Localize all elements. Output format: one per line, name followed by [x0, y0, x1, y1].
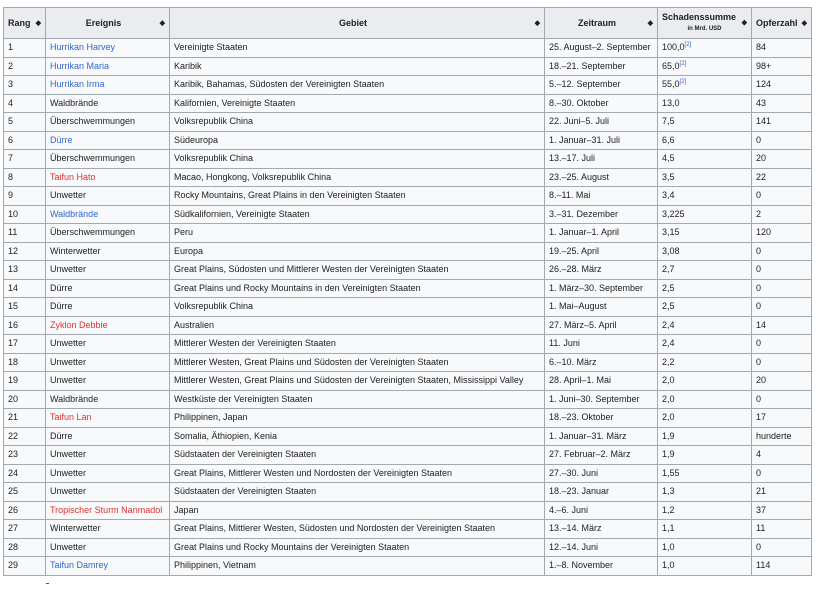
cell-zeitraum: 18.–23. Januar	[545, 483, 658, 502]
cell-zeitraum: 1. März–30. September	[545, 279, 658, 298]
sort-arrows-icon[interactable]: ◆	[35, 20, 41, 27]
cell-opferzahl: 0	[752, 335, 812, 354]
table-row	[4, 316, 812, 335]
cell-ereignis[interactable]	[46, 409, 170, 428]
cell-rang: 26	[4, 501, 46, 520]
damage-value: 3,15	[662, 227, 680, 237]
damage-value: 2,5	[662, 301, 675, 311]
cell-schadenssumme	[658, 335, 752, 354]
header-opferzahl[interactable]	[752, 8, 812, 39]
cell-ereignis	[46, 483, 170, 502]
cell-opferzahl: 0	[752, 261, 812, 280]
cell-rang: 27	[4, 520, 46, 539]
cell-zeitraum: 13.–17. Juli	[545, 150, 658, 169]
table-row	[4, 464, 812, 483]
cell-rang: 2	[4, 57, 46, 76]
cell-schadenssumme	[658, 205, 752, 224]
cell-rang: 18	[4, 353, 46, 372]
cell-schadenssumme	[658, 409, 752, 428]
damage-value: 4,5	[662, 153, 675, 163]
cell-schadenssumme	[658, 353, 752, 372]
table-row	[4, 501, 812, 520]
table-row	[4, 520, 812, 539]
event-link[interactable]: Hurrikan Irma	[50, 79, 105, 89]
cell-gebiet: Südstaaten der Vereinigten Staaten	[170, 446, 545, 465]
cell-gebiet: Volksrepublik China	[170, 298, 545, 317]
table-row	[4, 57, 812, 76]
cell-gebiet: Vereinigte Staaten	[170, 39, 545, 58]
cell-rang: 10	[4, 205, 46, 224]
cell-ereignis	[46, 427, 170, 446]
cell-schadenssumme	[658, 113, 752, 132]
damage-value: 2,0	[662, 393, 675, 404]
cell-ereignis	[46, 113, 170, 132]
cell-schadenssumme	[658, 372, 752, 391]
cell-opferzahl: 14	[752, 316, 812, 335]
table-header-row	[4, 8, 812, 39]
event-link[interactable]: Hurrikan Harvey	[50, 42, 116, 52]
cell-opferzahl: 2	[752, 205, 812, 224]
cell-schadenssumme	[658, 187, 752, 206]
cell-zeitraum: 12.–14. Juni	[545, 538, 658, 557]
cell-gebiet: Westküste der Vereinigten Staaten	[170, 390, 545, 409]
damage-value: 3,08	[662, 245, 680, 256]
event-name: Unwetter	[50, 338, 87, 348]
footnote-divider	[46, 583, 49, 586]
cell-gebiet: Macao, Hongkong, Volksrepublik China	[170, 168, 545, 187]
damage-value: 1,0	[662, 541, 675, 552]
cell-opferzahl: 0	[752, 298, 812, 317]
cell-rang: 14	[4, 279, 46, 298]
damage-value: 1,9	[662, 430, 675, 441]
table-row	[4, 335, 812, 354]
cell-opferzahl: 0	[752, 279, 812, 298]
cell-ereignis	[46, 242, 170, 261]
event-name: Unwetter	[50, 375, 87, 385]
cell-gebiet: Rocky Mountains, Great Plains in den Vereinigten Staaten	[170, 187, 545, 206]
event-name: Überschwemmungen	[50, 116, 136, 126]
cell-ereignis	[46, 464, 170, 483]
damage-value: 3,4	[662, 190, 675, 200]
cell-ereignis	[46, 187, 170, 206]
reference-link[interactable]: [2]	[684, 42, 692, 48]
cell-zeitraum: 6.–10. März	[545, 353, 658, 372]
cell-opferzahl: 0	[752, 187, 812, 206]
cell-schadenssumme	[658, 168, 752, 187]
cell-gebiet: Philippinen, Japan	[170, 409, 545, 428]
damage-value: 2,5	[662, 282, 675, 293]
cell-ereignis	[46, 446, 170, 465]
cell-zeitraum: 25. August–2. September	[545, 39, 658, 58]
table-row	[4, 205, 812, 224]
event-name: Dürre	[50, 430, 73, 441]
cell-schadenssumme	[658, 298, 752, 317]
sort-arrows-icon[interactable]: ◆	[741, 19, 747, 27]
cell-zeitraum: 18.–21. September	[545, 57, 658, 76]
cell-ereignis[interactable]	[46, 205, 170, 224]
cell-ereignis	[46, 94, 170, 113]
cell-gebiet: Mittlerer Westen, Great Plains und Südosten der Vereinigten Staaten, Mississippi Valley	[170, 372, 545, 391]
cell-gebiet: Great Plains, Mittlerer Westen und Nordosten der Vereinigten Staaten	[170, 464, 545, 483]
damage-value: 7,5	[662, 116, 675, 126]
table-row	[4, 168, 812, 187]
cell-schadenssumme	[658, 261, 752, 280]
sort-arrows-icon[interactable]: ◆	[801, 20, 807, 27]
event-link[interactable]: Dürre	[50, 134, 73, 145]
header-schadenssumme-unit: in Mrd. USD	[687, 25, 722, 32]
cell-opferzahl: 43	[752, 94, 812, 113]
cell-zeitraum: 22. Juni–5. Juli	[545, 113, 658, 132]
cell-zeitraum: 3.–31. Dezember	[545, 205, 658, 224]
cell-opferzahl: 0	[752, 353, 812, 372]
cell-schadenssumme	[658, 131, 752, 150]
cell-opferzahl: hunderte	[752, 427, 812, 446]
cell-rang: 13	[4, 261, 46, 280]
cell-opferzahl: 0	[752, 464, 812, 483]
cell-schadenssumme	[658, 446, 752, 465]
table-row	[4, 372, 812, 391]
cell-rang: 4	[4, 94, 46, 113]
event-link[interactable]: Taifun Lan	[50, 412, 92, 422]
cell-gebiet: Australien	[170, 316, 545, 335]
event-link[interactable]: Zyklon Debbie	[50, 319, 108, 330]
cell-ereignis	[46, 335, 170, 354]
cell-gebiet: Europa	[170, 242, 545, 261]
table-row	[4, 150, 812, 169]
cell-opferzahl: 11	[752, 520, 812, 539]
cell-opferzahl: 0	[752, 242, 812, 261]
cell-opferzahl: 84	[752, 39, 812, 58]
cell-ereignis	[46, 224, 170, 243]
cell-ereignis[interactable]	[46, 557, 170, 576]
damage-value: 13,0	[662, 97, 680, 108]
damage-value: 2,7	[662, 264, 675, 274]
cell-rang: 15	[4, 298, 46, 317]
cell-zeitraum: 19.–25. April	[545, 242, 658, 261]
cell-rang: 28	[4, 538, 46, 557]
damage-value: 100,0	[662, 42, 685, 52]
cell-schadenssumme	[658, 557, 752, 576]
cell-ereignis	[46, 520, 170, 539]
cell-rang: 11	[4, 224, 46, 243]
cell-rang: 20	[4, 390, 46, 409]
table-row	[4, 446, 812, 465]
damage-value: 65,0	[662, 60, 680, 71]
cell-opferzahl: 0	[752, 538, 812, 557]
event-name: Dürre	[50, 301, 73, 311]
cell-ereignis	[46, 538, 170, 557]
cell-ereignis	[46, 150, 170, 169]
cell-zeitraum: 18.–23. Oktober	[545, 409, 658, 428]
event-name: Überschwemmungen	[50, 227, 136, 237]
table-body	[4, 39, 812, 576]
cell-ereignis	[46, 298, 170, 317]
cell-schadenssumme	[658, 150, 752, 169]
cell-zeitraum: 27.–30. Juni	[545, 464, 658, 483]
damage-value: 2,0	[662, 375, 675, 385]
cell-gebiet: Somalia, Äthiopien, Kenia	[170, 427, 545, 446]
cell-gebiet: Karibik, Bahamas, Südosten der Vereinigten Staaten	[170, 76, 545, 95]
cell-rang: 21	[4, 409, 46, 428]
cell-rang: 16	[4, 316, 46, 335]
cell-schadenssumme	[658, 464, 752, 483]
cell-opferzahl: 98+	[752, 57, 812, 76]
damage-value: 2,4	[662, 319, 675, 330]
cell-gebiet: Philippinen, Vietnam	[170, 557, 545, 576]
cell-schadenssumme	[658, 538, 752, 557]
cell-ereignis[interactable]	[46, 501, 170, 520]
table-row	[4, 409, 812, 428]
table-row	[4, 242, 812, 261]
reference-link[interactable]: [2]	[679, 79, 687, 85]
cell-ereignis[interactable]	[46, 168, 170, 187]
cell-zeitraum: 28. April–1. Mai	[545, 372, 658, 391]
cell-gebiet: Karibik	[170, 57, 545, 76]
cell-gebiet: Great Plains, Südosten und Mittlerer Westen der Vereinigten Staaten	[170, 261, 545, 280]
cell-schadenssumme	[658, 242, 752, 261]
cell-rang: 8	[4, 168, 46, 187]
cell-schadenssumme	[658, 94, 752, 113]
cell-rang: 29	[4, 557, 46, 576]
cell-zeitraum: 8.–11. Mai	[545, 187, 658, 206]
cell-zeitraum: 13.–14. März	[545, 520, 658, 539]
cell-rang: 6	[4, 131, 46, 150]
cell-schadenssumme	[658, 427, 752, 446]
event-name: Unwetter	[50, 190, 87, 200]
damage-value: 2,4	[662, 338, 675, 348]
cell-zeitraum: 1. Januar–31. Juli	[545, 131, 658, 150]
cell-schadenssumme	[658, 520, 752, 539]
cell-opferzahl: 141	[752, 113, 812, 132]
cell-rang: 5	[4, 113, 46, 132]
event-name: Unwetter	[50, 486, 87, 496]
damage-value: 1,2	[662, 504, 675, 515]
event-name: Unwetter	[50, 264, 87, 274]
header-rang[interactable]	[4, 8, 46, 39]
cell-opferzahl: 17	[752, 409, 812, 428]
cell-opferzahl: 22	[752, 168, 812, 187]
cell-gebiet: Volksrepublik China	[170, 113, 545, 132]
cell-zeitraum: 1. Januar–1. April	[545, 224, 658, 243]
cell-rang: 24	[4, 464, 46, 483]
cell-schadenssumme	[658, 390, 752, 409]
disaster-table	[3, 7, 812, 576]
cell-zeitraum: 23.–25. August	[545, 168, 658, 187]
cell-zeitraum: 1. Januar–31. März	[545, 427, 658, 446]
damage-value: 1,0	[662, 560, 675, 570]
damage-value: 3,5	[662, 171, 675, 182]
header-opferzahl-label: Opferzahl	[756, 18, 798, 28]
event-name: Unwetter	[50, 467, 87, 478]
reference-link[interactable]: [2]	[679, 60, 687, 67]
table-row	[4, 39, 812, 58]
event-name: Dürre	[50, 282, 73, 293]
damage-value: 1,3	[662, 486, 675, 496]
header-ereignis[interactable]	[46, 8, 170, 39]
damage-value: 55,0	[662, 79, 680, 89]
cell-zeitraum: 1. Mai–August	[545, 298, 658, 317]
cell-rang: 9	[4, 187, 46, 206]
header-gebiet[interactable]	[170, 8, 545, 39]
cell-ereignis[interactable]	[46, 39, 170, 58]
cell-opferzahl: 124	[752, 76, 812, 95]
cell-zeitraum: 27. März–5. April	[545, 316, 658, 335]
cell-gebiet: Japan	[170, 501, 545, 520]
cell-schadenssumme	[658, 76, 752, 95]
cell-rang: 3	[4, 76, 46, 95]
cell-ereignis	[46, 353, 170, 372]
cell-schadenssumme	[658, 279, 752, 298]
table-row	[4, 261, 812, 280]
table-row	[4, 279, 812, 298]
cell-rang: 23	[4, 446, 46, 465]
table-row	[4, 131, 812, 150]
cell-opferzahl: 120	[752, 224, 812, 243]
cell-gebiet: Mittlerer Westen, Great Plains und Südosten der Vereinigten Staaten	[170, 353, 545, 372]
cell-zeitraum: 27. Februar–2. März	[545, 446, 658, 465]
cell-ereignis[interactable]	[46, 76, 170, 95]
event-name: Waldbrände	[50, 393, 99, 404]
table-row	[4, 390, 812, 409]
cell-zeitraum: 8.–30. Oktober	[545, 94, 658, 113]
cell-opferzahl: 37	[752, 501, 812, 520]
cell-rang: 25	[4, 483, 46, 502]
table-row	[4, 224, 812, 243]
event-name: Unwetter	[50, 541, 87, 552]
event-link[interactable]: Hurrikan Maria	[50, 60, 110, 71]
damage-value: 6,6	[662, 134, 675, 145]
event-link[interactable]: Taifun Damrey	[50, 560, 109, 570]
cell-opferzahl: 0	[752, 390, 812, 409]
disaster-table-container	[3, 7, 812, 576]
cell-gebiet: Mittlerer Westen der Vereinigten Staaten	[170, 335, 545, 354]
cell-schadenssumme	[658, 483, 752, 502]
table-row	[4, 298, 812, 317]
cell-gebiet: Kalifornien, Vereinigte Staaten	[170, 94, 545, 113]
damage-value: 1,1	[662, 523, 675, 533]
sort-arrows-icon[interactable]: ◆	[647, 20, 653, 27]
table-row	[4, 538, 812, 557]
header-schadenssumme-label: Schadenssumme	[662, 11, 737, 22]
table-row	[4, 187, 812, 206]
cell-rang: 7	[4, 150, 46, 169]
table-row	[4, 353, 812, 372]
event-name: Unwetter	[50, 356, 87, 367]
cell-schadenssumme	[658, 501, 752, 520]
damage-value: 1,9	[662, 449, 675, 459]
header-zeitraum-label: Zeitraum	[577, 18, 616, 28]
header-ereignis-label: Ereignis	[85, 18, 122, 28]
event-name: Winterwetter	[50, 245, 101, 256]
damage-value: 3,225	[662, 208, 685, 219]
event-name: Unwetter	[50, 449, 87, 459]
cell-opferzahl: 21	[752, 483, 812, 502]
damage-value: 2,0	[662, 412, 675, 422]
table-row	[4, 113, 812, 132]
cell-gebiet: Great Plains und Rocky Mountains in den Vereinigten Staaten	[170, 279, 545, 298]
cell-gebiet: Südstaaten der Vereinigten Staaten	[170, 483, 545, 502]
event-name: Überschwemmungen	[50, 153, 136, 163]
cell-ereignis[interactable]	[46, 316, 170, 335]
cell-gebiet: Peru	[170, 224, 545, 243]
event-link[interactable]: Waldbrände	[50, 208, 99, 219]
cell-zeitraum: 4.–6. Juni	[545, 501, 658, 520]
cell-opferzahl: 4	[752, 446, 812, 465]
table-row	[4, 94, 812, 113]
cell-zeitraum: 5.–12. September	[545, 76, 658, 95]
cell-zeitraum: 11. Juni	[545, 335, 658, 354]
table-row	[4, 557, 812, 576]
header-gebiet-label: Gebiet	[338, 18, 367, 28]
sort-arrows-icon[interactable]: ◆	[534, 20, 540, 27]
header-schadenssumme[interactable]	[658, 8, 752, 39]
cell-gebiet: Great Plains und Rocky Mountains der Vereinigten Staaten	[170, 538, 545, 557]
cell-rang: 22	[4, 427, 46, 446]
damage-value: 2,2	[662, 356, 675, 367]
table-row	[4, 76, 812, 95]
cell-opferzahl: 0	[752, 131, 812, 150]
cell-zeitraum: 1. Juni–30. September	[545, 390, 658, 409]
event-link[interactable]: Taifun Hato	[50, 171, 96, 182]
cell-gebiet: Great Plains, Mittlerer Westen, Südosten und Nordosten der Vereinigten Staaten	[170, 520, 545, 539]
cell-gebiet: Südeuropa	[170, 131, 545, 150]
event-link[interactable]: Tropischer Sturm Nanmadol	[50, 504, 163, 515]
table-row	[4, 427, 812, 446]
event-name: Waldbrände	[50, 97, 99, 108]
header-zeitraum[interactable]	[545, 8, 658, 39]
damage-value: 1,55	[662, 467, 680, 478]
cell-rang: 1	[4, 39, 46, 58]
cell-schadenssumme	[658, 57, 752, 76]
cell-ereignis[interactable]	[46, 57, 170, 76]
cell-ereignis	[46, 279, 170, 298]
cell-schadenssumme	[658, 316, 752, 335]
cell-zeitraum: 1.–8. November	[545, 557, 658, 576]
cell-rang: 12	[4, 242, 46, 261]
cell-opferzahl: 20	[752, 150, 812, 169]
header-rang-label: Rang	[8, 18, 31, 28]
cell-ereignis	[46, 372, 170, 391]
cell-zeitraum: 26.–28. März	[545, 261, 658, 280]
table-row	[4, 483, 812, 502]
cell-ereignis	[46, 261, 170, 280]
cell-ereignis[interactable]	[46, 131, 170, 150]
cell-schadenssumme	[658, 224, 752, 243]
cell-schadenssumme	[658, 39, 752, 58]
cell-gebiet: Südkalifornien, Vereinigte Staaten	[170, 205, 545, 224]
cell-rang: 17	[4, 335, 46, 354]
sort-arrows-icon[interactable]: ◆	[159, 20, 165, 27]
cell-ereignis	[46, 390, 170, 409]
cell-gebiet: Volksrepublik China	[170, 150, 545, 169]
event-name: Winterwetter	[50, 523, 101, 533]
cell-opferzahl: 114	[752, 557, 812, 576]
cell-opferzahl: 20	[752, 372, 812, 391]
cell-rang: 19	[4, 372, 46, 391]
